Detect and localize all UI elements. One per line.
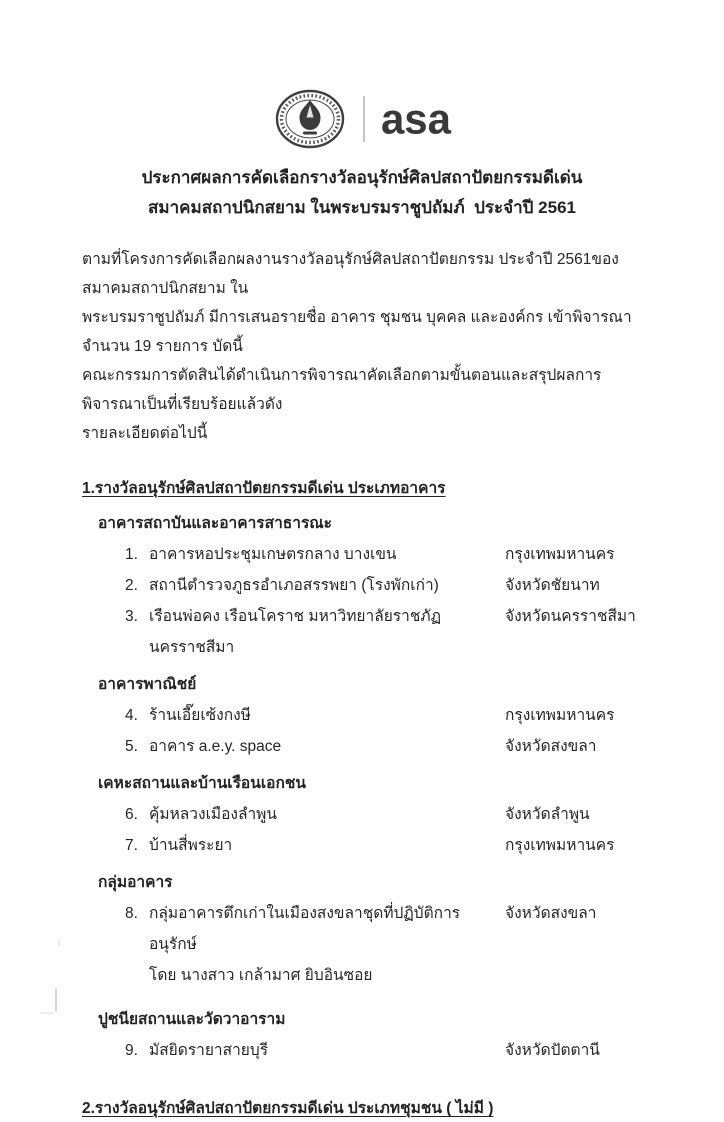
group-title: เคหะสถานและบ้านเรือนเอกชน [98,775,306,792]
award-sections [82,476,656,1122]
header-logo [0,0,724,150]
title-line-2: สมาคมสถาปนิกสยาม ในพระบรมราชูปถัมภ์ ประจำปี 2561 [147,198,576,217]
item-credit-line: โดย นางสาว เกล้ามาศ ยิบอินซอย [149,967,373,984]
intro-line: รายละเอียดต่อไปนี้ [82,425,208,442]
section-2-heading: 2.รางวัลอนุรักษ์ศิลปสถาปัตยกรรมดีเด่น ประเภทชุมชน ( ไม่มี ) [82,1100,494,1117]
award-item [125,1035,656,1066]
item-province: จังหวัดลำพูน [505,806,590,823]
item-number: 2. [125,577,138,594]
item-province: จังหวัดนครราชสีมา [505,608,636,625]
title-line-1: ประกาศผลการคัดเลือกรางวัลอนุรักษ์ศิลปสถาปัตยกรรมดีเด่น [141,168,583,187]
item-province: กรุงเทพมหานคร [505,707,615,724]
award-item [125,731,656,762]
group-title: อาคารพาณิชย์ [98,676,197,693]
item-number: 3. [125,608,138,625]
item-name: สถานีตำรวจภูธรอำเภอสรรพยา (โรงพักเก่า) [149,577,439,594]
logo-divider [363,96,365,142]
group-institutional-public-buildings [98,509,656,663]
item-number: 7. [125,837,138,854]
item-number: 4. [125,707,138,724]
item-name: ร้านเอี๊ยเซ้งกงษี [149,707,251,724]
item-name: มัสยิดรายาสายบุรี [149,1042,269,1059]
intro-line: คณะกรรมการตัดสินได้ดำเนินการพิจารณาคัดเลือกตามขั้นตอนและสรุปผลการพิจารณาเป็นที่เรียบร้อยแล้วดัง [82,367,602,413]
group-title: กลุ่มอาคาร [98,874,173,891]
group-title: ปูชนียสถานและวัดวาอาราม [98,1011,286,1028]
item-number: 5. [125,738,138,755]
item-province: กรุงเทพมหานคร [505,837,615,854]
scan-artifact [55,988,57,1012]
document-title [0,163,724,223]
scan-artifact [40,1012,54,1014]
item-province: จังหวัดสงขลา [505,905,597,922]
item-number: 6. [125,806,138,823]
award-item [125,570,656,601]
item-province: กรุงเทพมหานคร [505,546,615,563]
intro-paragraph [82,245,656,448]
award-item [125,700,656,731]
group-sacred-places-temples [98,1005,656,1066]
award-item [125,830,656,861]
item-province: จังหวัดสงขลา [505,738,597,755]
item-province: จังหวัดชัยนาท [505,577,600,594]
section-1-heading: 1.รางวัลอนุรักษ์ศิลปสถาปัตยกรรมดีเด่น ประเภทอาคาร [82,480,446,497]
group-title: อาคารสถาบันและอาคารสาธารณะ [98,515,332,532]
award-item [125,539,656,570]
award-item [125,601,656,663]
award-item [125,898,656,960]
intro-line: ตามที่โครงการคัดเลือกผลงานรางวัลอนุรักษ์ศิลปสถาปัตยกรรม ประจำปี 2561ของสมาคมสถาปนิกสยาม ใน [82,251,619,297]
asa-wordmark: asa [380,94,452,143]
intro-line: พระบรมราชูปถัมภ์ มีการเสนอรายชื่อ อาคาร ชุมชน บุคคล และองค์กร เข้าพิจารณาจำนวน 19 รายการ บัดนี้ [82,309,632,355]
item-province: จังหวัดปัตตานี [505,1042,600,1059]
item-name: คุ้มหลวงเมืองลำพูน [149,806,277,823]
item-name: เรือนพ่อคง เรือนโคราช มหาวิทยาลัยราชภัฏนครราชสีมา [149,608,441,656]
scan-artifact [58,940,60,946]
item-name: อาคารหอประชุมเกษตรกลาง บางเขน [149,546,397,563]
item-number: 1. [125,546,138,563]
item-number: 8. [125,905,138,922]
item-name: กลุ่มอาคารตึกเก่าในเมืองสงขลาชุดที่ปฏิบัติการอนุรักษ์ [149,905,461,953]
award-item [125,799,656,830]
group-commercial-buildings [98,670,656,762]
item-name: บ้านสี่พระยา [149,837,233,854]
item-number: 9. [125,1042,138,1059]
group-building-clusters [98,868,656,991]
item-name: อาคาร a.e.y. space [149,738,282,755]
group-private-residences [98,769,656,861]
asa-seal-icon [273,88,347,150]
